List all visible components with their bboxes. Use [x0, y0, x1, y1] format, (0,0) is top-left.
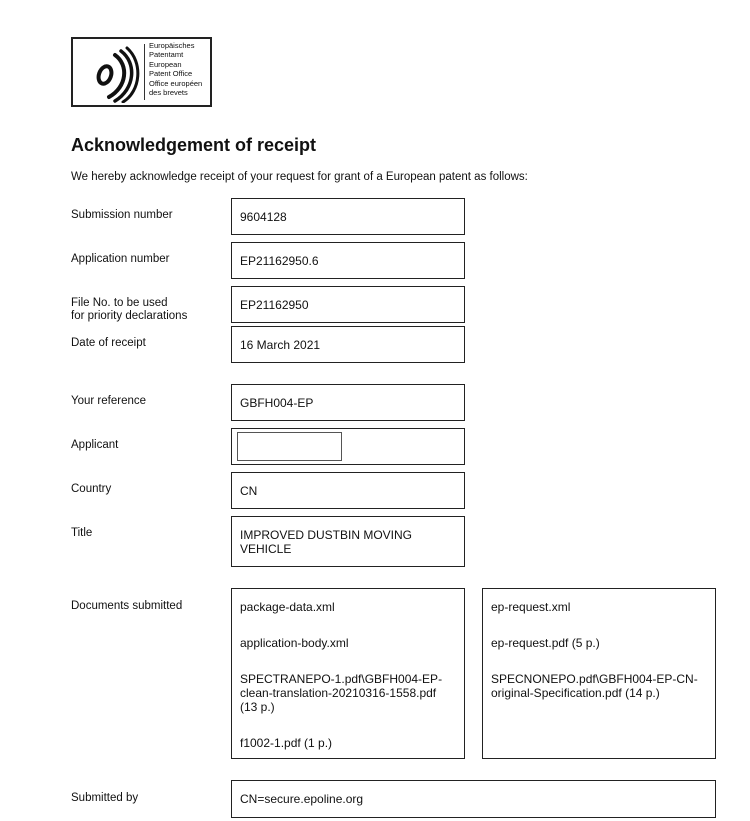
- logo-divider: [144, 44, 145, 100]
- document-name: clean-translation-20210316-1558.pdf: [240, 686, 437, 700]
- document-pages: (13 p.): [240, 700, 275, 714]
- submission-number-value: 9604128: [240, 209, 287, 224]
- document-item: [240, 672, 456, 714]
- document-name: package-data.xml: [240, 600, 335, 614]
- file-no-label: [71, 297, 187, 323]
- office-name-line: des brevets: [149, 87, 188, 97]
- title-value-line: IMPROVED DUSTBIN MOVING: [240, 528, 413, 542]
- document-name: SPECNONEPO.pdf\GBFH004-EP-CN-: [491, 672, 698, 686]
- submitted-by-value: CN=secure.epoline.org: [240, 792, 364, 806]
- document-item: [240, 736, 456, 750]
- file-no-value: EP21162950: [240, 297, 309, 312]
- document-name: f1002-1.pdf (1 p.): [240, 736, 333, 750]
- office-name-line: Office européen: [149, 79, 203, 89]
- country-value: CN: [240, 483, 258, 498]
- country-field: [231, 472, 465, 509]
- office-names: [149, 42, 202, 100]
- documents-submitted-label: Documents submitted: [71, 600, 183, 612]
- documents-list-right: [482, 588, 716, 759]
- office-name-line: Patent Office: [149, 68, 193, 78]
- your-reference-label: Your reference: [71, 395, 147, 407]
- document-item: [491, 636, 707, 650]
- your-reference-value: GBFH004-EP: [240, 395, 314, 410]
- application-number-label: Application number: [71, 253, 170, 265]
- epo-swirl-icon: [79, 43, 141, 103]
- submission-number-field: [231, 198, 465, 235]
- document-item: [240, 600, 456, 614]
- office-name-en: [149, 61, 202, 78]
- document-name: application-body.xml: [240, 636, 349, 650]
- submitted-by-field: [231, 780, 716, 818]
- applicant-redacted-box: [237, 432, 342, 461]
- date-of-receipt-field: [231, 326, 465, 363]
- file-no-label-line: File No. to be used: [71, 297, 168, 309]
- office-name-fr: [149, 80, 202, 97]
- title-value-line: VEHICLE: [240, 542, 292, 556]
- title-label: Title: [71, 527, 93, 539]
- document-name: ep-request.xml: [491, 600, 571, 614]
- title-field: [231, 516, 465, 567]
- applicant-field: [231, 428, 465, 465]
- application-number-value: EP21162950.6: [240, 253, 319, 268]
- intro-text: We hereby acknowledge receipt of your request for grant of a European patent as follows:: [71, 171, 528, 183]
- office-name-line: European: [149, 60, 182, 70]
- submitted-by-label: Submitted by: [71, 792, 139, 804]
- file-no-field: [231, 286, 465, 323]
- office-name-line: Patentamt: [149, 49, 184, 59]
- country-label: Country: [71, 483, 112, 495]
- document-item: [491, 600, 707, 614]
- applicant-label: Applicant: [71, 439, 119, 451]
- document-name: SPECTRANEPO-1.pdf\GBFH004-EP-: [240, 672, 443, 686]
- submission-number-label: Submission number: [71, 209, 173, 221]
- office-name-de: [149, 42, 202, 59]
- document-item: [491, 672, 707, 700]
- office-name-line: Europäisches: [149, 41, 195, 50]
- page-title: Acknowledgement of receipt: [71, 135, 317, 155]
- application-number-field: [231, 242, 465, 279]
- document-name: ep-request.pdf (5 p.): [491, 636, 600, 650]
- your-reference-field: [231, 384, 465, 421]
- file-no-label-line: for priority declarations: [71, 310, 188, 322]
- epo-logo: [71, 37, 212, 107]
- date-of-receipt-value: 16 March 2021: [240, 337, 321, 352]
- documents-list-left: [231, 588, 465, 759]
- document-item: [240, 636, 456, 650]
- date-of-receipt-label: Date of receipt: [71, 337, 146, 349]
- document-name: original-Specification.pdf (14 p.): [491, 686, 660, 700]
